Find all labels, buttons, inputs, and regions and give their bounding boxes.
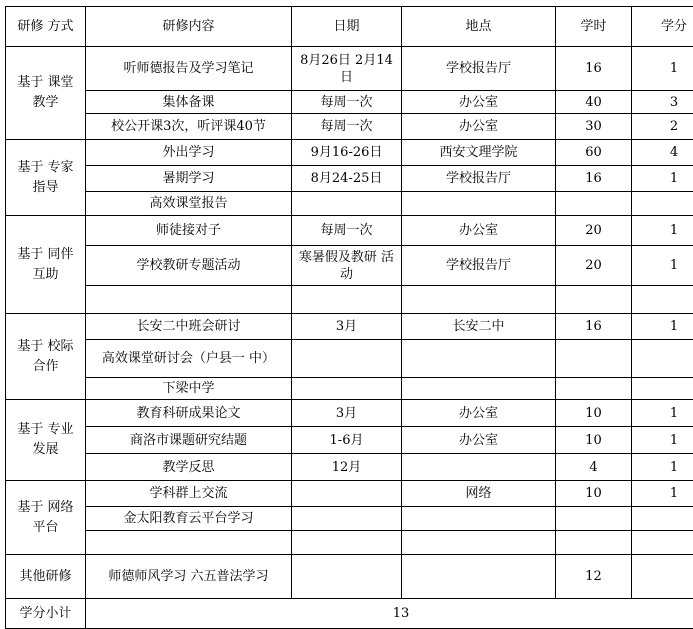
category-cell: 基于 专家 指导 xyxy=(6,140,86,216)
date-cell xyxy=(292,286,402,314)
table-row xyxy=(6,140,693,166)
table-row xyxy=(6,454,693,481)
credits-cell xyxy=(632,531,693,555)
table-row xyxy=(6,340,693,378)
date-cell: 寒暑假及教研 活动 xyxy=(292,246,402,286)
table-row xyxy=(6,114,693,140)
place-cell: 办公室 xyxy=(402,427,556,454)
hours-cell xyxy=(556,192,632,216)
date-cell: 每周一次 xyxy=(292,91,402,114)
category-cell: 基于 专业 发展 xyxy=(6,400,86,481)
credits-cell: 1 xyxy=(632,400,693,427)
hours-cell xyxy=(556,340,632,378)
table-row xyxy=(6,192,693,216)
hours-cell: 16 xyxy=(556,47,632,91)
content-cell: 金太阳教育云平台学习 xyxy=(86,507,292,531)
date-cell: 12月 xyxy=(292,454,402,481)
content-cell: 听师德报告及学习笔记 xyxy=(86,47,292,91)
content-cell: 外出学习 xyxy=(86,140,292,166)
content-cell: 高效课堂研讨会（户县一 中） xyxy=(86,340,292,378)
credits-cell: 4 xyxy=(632,140,693,166)
hours-cell xyxy=(556,531,632,555)
credits-cell: 1 xyxy=(632,314,693,340)
place-cell xyxy=(402,378,556,400)
table-row xyxy=(6,481,693,507)
table-row xyxy=(6,91,693,114)
content-cell: 集体备课 xyxy=(86,91,292,114)
table-row xyxy=(6,286,693,314)
hours-cell: 10 xyxy=(556,427,632,454)
header-credits: 学分 xyxy=(632,7,693,47)
credits-cell: 1 xyxy=(632,427,693,454)
category-cell: 基于 课堂 教学 xyxy=(6,47,86,140)
place-cell: 长安二中 xyxy=(402,314,556,340)
hours-cell: 60 xyxy=(556,140,632,166)
credits-cell xyxy=(632,192,693,216)
table-row xyxy=(6,378,693,400)
date-cell xyxy=(292,531,402,555)
table-row xyxy=(6,531,693,555)
content-cell xyxy=(86,286,292,314)
content-cell: 师德师风学习 六五普法学习 xyxy=(86,555,292,599)
credits-cell: 3 xyxy=(632,91,693,114)
header-place: 地点 xyxy=(402,7,556,47)
header-date: 日期 xyxy=(292,7,402,47)
hours-cell: 16 xyxy=(556,166,632,192)
place-cell: 办公室 xyxy=(402,114,556,140)
date-cell: 每周一次 xyxy=(292,216,402,246)
place-cell: 学校报告厅 xyxy=(402,47,556,91)
content-cell xyxy=(86,531,292,555)
date-cell xyxy=(292,378,402,400)
place-cell xyxy=(402,531,556,555)
credits-cell xyxy=(632,286,693,314)
table-row xyxy=(6,216,693,246)
subtotal-label: 学分小计 xyxy=(6,599,86,629)
hours-cell: 20 xyxy=(556,246,632,286)
place-cell xyxy=(402,192,556,216)
place-cell: 学校报告厅 xyxy=(402,166,556,192)
date-cell: 3月 xyxy=(292,400,402,427)
hours-cell: 12 xyxy=(556,555,632,599)
content-cell: 教学反思 xyxy=(86,454,292,481)
place-cell xyxy=(402,340,556,378)
hours-cell xyxy=(556,507,632,531)
hours-cell: 40 xyxy=(556,91,632,114)
header-method: 研修 方式 xyxy=(6,7,86,47)
credits-cell: 1 xyxy=(632,454,693,481)
date-cell xyxy=(292,481,402,507)
hours-cell: 20 xyxy=(556,216,632,246)
subtotal-value: 13 xyxy=(86,599,693,629)
hours-cell: 10 xyxy=(556,481,632,507)
place-cell: 办公室 xyxy=(402,400,556,427)
date-cell: 3月 xyxy=(292,314,402,340)
category-cell: 基于 网络 平台 xyxy=(6,481,86,555)
credits-cell: 1 xyxy=(632,246,693,286)
training-credit-table xyxy=(5,6,693,629)
date-cell xyxy=(292,192,402,216)
content-cell: 教育科研成果论文 xyxy=(86,400,292,427)
content-cell: 校公开课3次，听评课40节 xyxy=(86,114,292,140)
credits-cell xyxy=(632,378,693,400)
table-row xyxy=(6,166,693,192)
date-cell: 8月26日 2月14日 xyxy=(292,47,402,91)
content-cell: 下梁中学 xyxy=(86,378,292,400)
category-cell: 基于 同伴 互助 xyxy=(6,216,86,314)
date-cell: 8月24-25日 xyxy=(292,166,402,192)
credits-cell: 2 xyxy=(632,114,693,140)
hours-cell: 30 xyxy=(556,114,632,140)
content-cell: 暑期学习 xyxy=(86,166,292,192)
header-hours: 学时 xyxy=(556,7,632,47)
content-cell: 学校教研专题活动 xyxy=(86,246,292,286)
table-body xyxy=(6,7,693,629)
date-cell: 1-6月 xyxy=(292,427,402,454)
header-row xyxy=(6,7,693,47)
date-cell xyxy=(292,507,402,531)
place-cell: 办公室 xyxy=(402,216,556,246)
table-row xyxy=(6,427,693,454)
date-cell xyxy=(292,555,402,599)
credits-cell: 1 xyxy=(632,216,693,246)
hours-cell: 16 xyxy=(556,314,632,340)
hours-cell: 10 xyxy=(556,400,632,427)
subtotal-row xyxy=(6,599,693,629)
place-cell xyxy=(402,555,556,599)
content-cell: 长安二中班会研讨 xyxy=(86,314,292,340)
table-row xyxy=(6,555,693,599)
place-cell: 办公室 xyxy=(402,91,556,114)
content-cell: 学科群上交流 xyxy=(86,481,292,507)
table-row xyxy=(6,246,693,286)
content-cell: 商洛市课题研究结题 xyxy=(86,427,292,454)
place-cell: 网络 xyxy=(402,481,556,507)
table-row xyxy=(6,47,693,91)
category-cell: 其他研修 xyxy=(6,555,86,599)
header-content: 研修内容 xyxy=(86,7,292,47)
place-cell xyxy=(402,286,556,314)
credits-cell: 1 xyxy=(632,166,693,192)
table-row xyxy=(6,314,693,340)
place-cell: 西安文理学院 xyxy=(402,140,556,166)
credits-cell: 1 xyxy=(632,481,693,507)
content-cell: 高效课堂报告 xyxy=(86,192,292,216)
date-cell: 9月16-26日 xyxy=(292,140,402,166)
content-cell: 师徒接对子 xyxy=(86,216,292,246)
credits-cell xyxy=(632,340,693,378)
table-row xyxy=(6,507,693,531)
hours-cell: 4 xyxy=(556,454,632,481)
credits-cell xyxy=(632,555,693,599)
credits-cell: 1 xyxy=(632,47,693,91)
date-cell: 每周一次 xyxy=(292,114,402,140)
place-cell: 学校报告厅 xyxy=(402,246,556,286)
hours-cell xyxy=(556,378,632,400)
table-row xyxy=(6,400,693,427)
place-cell xyxy=(402,454,556,481)
date-cell xyxy=(292,340,402,378)
place-cell xyxy=(402,507,556,531)
hours-cell xyxy=(556,286,632,314)
category-cell: 基于 校际 合作 xyxy=(6,314,86,400)
credits-cell xyxy=(632,507,693,531)
